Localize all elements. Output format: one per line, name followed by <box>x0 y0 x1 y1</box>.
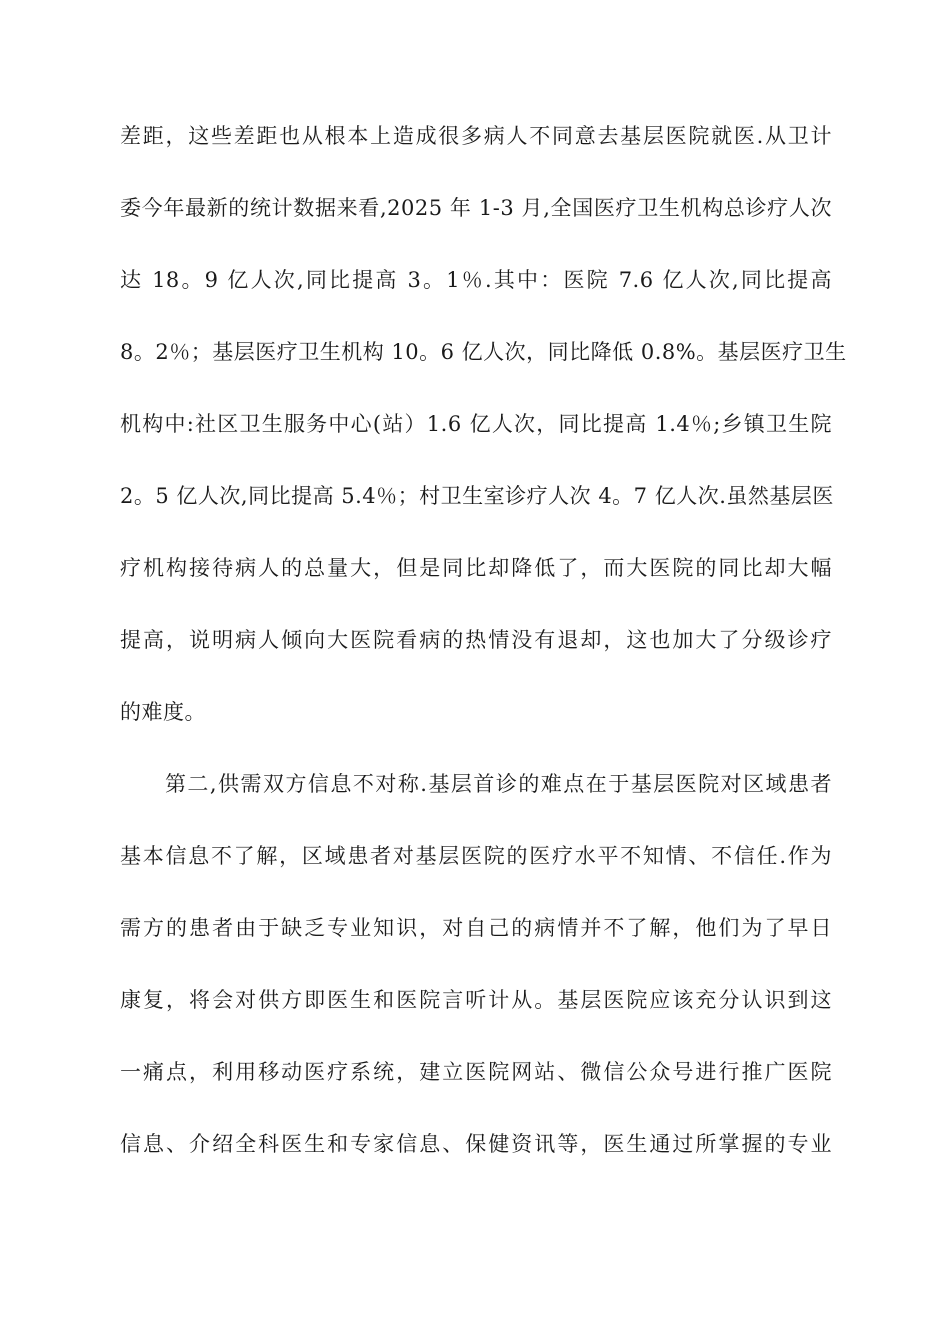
text-line: 机构中:社区卫生服务中心(站）1.6 亿人次，同比提高 1.4％;乡镇卫生院 <box>120 412 832 436</box>
text-line: 疗机构接待病人的总量大，但是同比却降低了，而大医院的同比却大幅 <box>120 556 832 580</box>
text-line: 提高，说明病人倾向大医院看病的热情没有退却，这也加大了分级诊疗 <box>120 628 832 652</box>
text-line: 第二,供需双方信息不对称.基层首诊的难点在于基层医院对区域患者 <box>120 772 832 796</box>
text-line: 差距，这些差距也从根本上造成很多病人不同意去基层医院就医.从卫计 <box>120 124 832 148</box>
text-line: 信息、介绍全科医生和专家信息、保健资讯等，医生通过所掌握的专业 <box>120 1132 832 1156</box>
paragraph <box>120 112 847 760</box>
text-line: 委今年最新的统计数据来看,2025 年 1-3 月,全国医疗卫生机构总诊疗人次 <box>120 196 832 220</box>
body-text <box>120 112 847 1192</box>
text-line: 基本信息不了解，区域患者对基层医院的医疗水平不知情、不信任.作为 <box>120 844 832 868</box>
text-line: 2。5 亿人次,同比提高 5.4％；村卫生室诊疗人次 4。7 亿人次.虽然基层医 <box>120 484 834 508</box>
text-line: 一痛点，利用移动医疗系统，建立医院网站、微信公众号进行推广医院 <box>120 1060 832 1084</box>
text-line: 达 18。9 亿人次,同比提高 3。1％.其中：医院 7.6 亿人次,同比提高 <box>120 268 832 292</box>
text-line: 8。2％；基层医疗卫生机构 10。6 亿人次，同比降低 0.8%。基层医疗卫生 <box>120 340 847 364</box>
paragraph <box>120 760 832 1192</box>
text-line: 需方的患者由于缺乏专业知识，对自己的病情并不了解，他们为了早日 <box>120 916 832 940</box>
text-line: 康复，将会对供方即医生和医院言听计从。基层医院应该充分认识到这 <box>120 988 832 1012</box>
text-line: 的难度。 <box>120 700 206 724</box>
